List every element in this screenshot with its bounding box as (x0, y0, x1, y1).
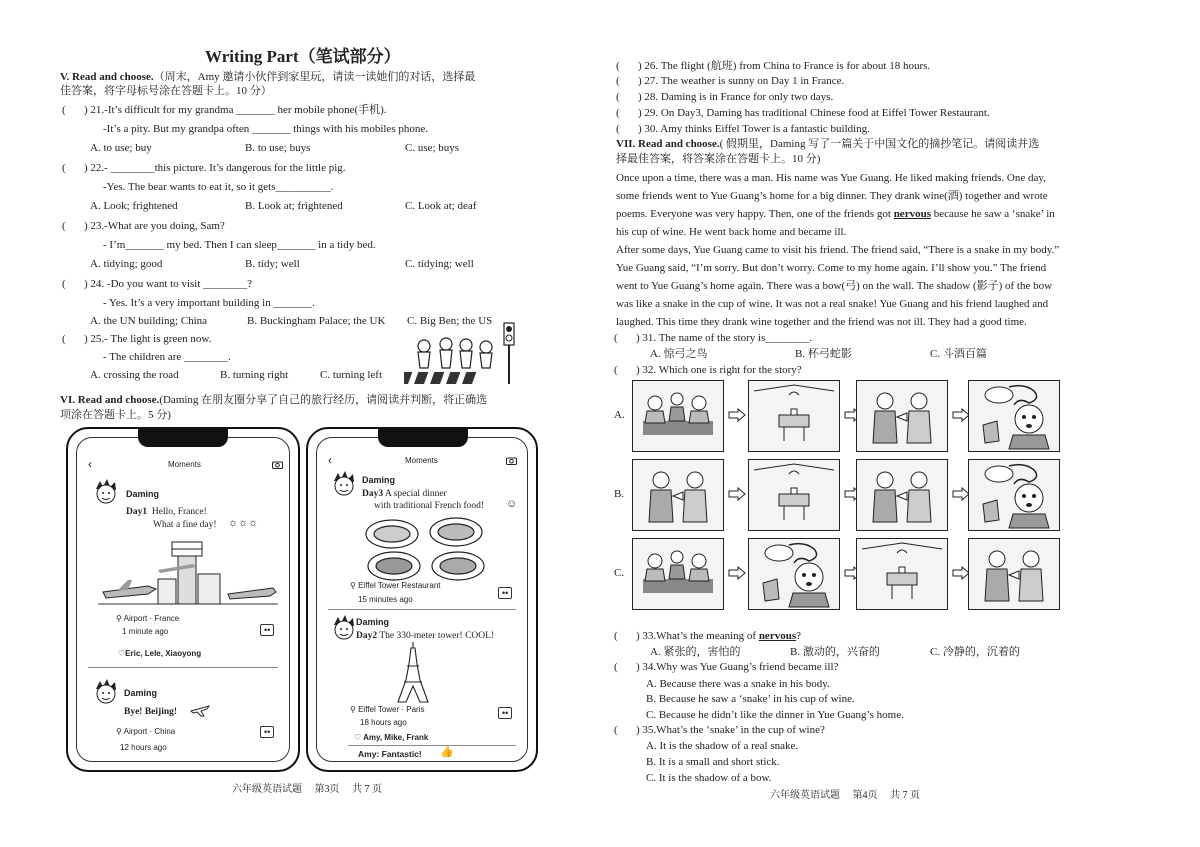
answer-paren: ( (616, 75, 620, 87)
question-25: ) 25.- The light is green now. (84, 333, 212, 345)
right-page (600, 0, 1200, 847)
question-24-option-b: B. Buckingham Palace; the UK (247, 315, 386, 327)
location-label: ⚲ Eiffel Tower Restaurant (350, 581, 441, 590)
section-5-instruction-1: （周末，Amy 邀请小伙伴到家里玩，请读一读她们的对话，选择最 (153, 71, 476, 83)
answer-paren: ( (62, 278, 66, 290)
comic-row-label-c: C. (614, 567, 625, 579)
comic-row-label-b: B. (614, 488, 625, 500)
more-options-icon[interactable]: •• (260, 624, 274, 636)
question-34-option-c: C. Because he didn’t like the dinner in Yue Guang’s home. (646, 709, 904, 721)
question-21: ) 21.-It’s difficult for my grandma _______ her mobile phone(手机). (84, 104, 387, 116)
post-time: 18 hours ago (360, 718, 407, 727)
story-line-6: Yue Guang said, “I’m sorry. But don’t worry. Come to my home again. I’ll show you.” The friend (616, 262, 1047, 274)
question-31: ) 31. The name of the story is________. (636, 332, 813, 344)
question-31-option-a: A. 惊弓之鸟 (650, 348, 708, 360)
story-line-5: After some days, Yue Guang came to visit his friend. The friend said, “There is a snake in my body.” (616, 244, 1060, 256)
question-22-option-a: A. Look; frightened (90, 200, 178, 212)
section-5-heading-line1 (60, 70, 475, 84)
page-title: Writing Part（笔试部分） (205, 47, 401, 66)
camera-icon[interactable] (506, 456, 517, 465)
question-28: ) 28. Daming is in France for only two days. (638, 91, 834, 103)
comic-panel-a-1 (632, 380, 724, 452)
question-23-option-c: C. tidying; well (405, 258, 474, 270)
post-time: 1 minute ago (122, 627, 169, 636)
answer-paren: ( (62, 333, 66, 345)
answer-paren: ( (616, 60, 620, 72)
post-author: Daming (362, 475, 396, 485)
answer-paren: ( (62, 104, 66, 116)
question-33: ) 33.What’s the meaning of nervous? (636, 630, 801, 642)
question-30: ) 30. Amy thinks Eiffel Tower is a fantastic building. (638, 123, 870, 135)
airplane-icon (190, 703, 210, 717)
section-7-heading: VII. Read and choose. (616, 138, 720, 150)
back-chevron-icon[interactable]: ‹ (88, 457, 92, 471)
comic-panel-c-2 (748, 538, 840, 610)
post-text-line1: Day1 Hello, France! (126, 507, 207, 517)
story-line-1: Once upon a time, there was a man. His name was Yue Guang. He liked making friends. One day, (616, 172, 1046, 184)
question-29: ) 29. On Day3, Daming has traditional Chinese food at Eiffel Tower Restaurant. (638, 107, 990, 119)
question-33-option-a: A. 紧张的，害怕的 (650, 646, 741, 658)
story-line-7: went to Yue Guang’s home again. There was a bow(弓) on the wall. The shadow (影子) of the bow (616, 280, 1053, 292)
post-text: Day2 The 330-meter tower! COOL! (356, 631, 495, 641)
moments-header: Moments (405, 456, 438, 465)
question-34-option-b: B. Because he saw a ‘snake’ in his cup of wine. (646, 693, 855, 705)
likes-list: ♡ Amy, Mike, Frank (354, 733, 429, 742)
section-7-instruction-1: ( 假期里，Daming 写了一篇关于中国文化的摘抄笔记。请阅读并选 (719, 138, 1040, 150)
comic-row-label-a: A. (614, 409, 625, 421)
section-5-instruction-2: 佳答案，将字母标号涂在答题卡上。10 分） (60, 85, 272, 97)
answer-paren: ( (614, 724, 618, 736)
divider (348, 745, 516, 746)
question-23-line2: - I’m_______ my bed. Then I can sleep_______ in a tidy bed. (103, 239, 376, 251)
comic-panel-c-1 (632, 538, 724, 610)
post-author: Daming (124, 688, 158, 698)
question-33-option-c: C. 冷静的，沉着的 (930, 646, 1020, 658)
answer-paren: ( (616, 91, 620, 103)
comic-panel-a-3 (856, 380, 948, 452)
post-text-line1: Day3 A special dinner (362, 489, 447, 499)
section-7-heading-line1 (616, 137, 1039, 151)
question-35-option-c: C. It is the shadow of a bow. (646, 772, 772, 784)
question-26: ) 26. The flight (航班) from China to France is for about 18 hours. (638, 60, 931, 72)
question-35: ) 35.What’s the ‘snake’ in the cup of wine? (636, 724, 825, 736)
question-23-option-b: B. tidy; well (245, 258, 300, 270)
post-time: 15 minutes ago (358, 595, 413, 604)
answer-paren: ( (614, 630, 618, 642)
post-text: Bye! Beijing! (124, 707, 178, 717)
comic-panel-a-4 (968, 380, 1060, 452)
question-21-option-b: B. to use; buys (245, 142, 311, 154)
section-7-instruction-2: 择最佳答案，将答案涂在答题卡上。10 分) (616, 153, 821, 165)
thumbs-up-icon: 👍 (440, 746, 454, 758)
page-footer: 六年级英语试题 第3页 共 7 页 (232, 784, 382, 795)
phone-moments-1 (66, 427, 300, 772)
story-line-9: laughed. This time they drank wine together and the friend was not ill. They had a good time. (616, 316, 1027, 328)
question-27: ) 27. The weather is sunny on Day 1 in France. (638, 75, 845, 87)
question-33-option-b: B. 激动的，兴奋的 (790, 646, 880, 658)
post-time: 12 hours ago (120, 743, 167, 752)
location-label: ⚲ Eiffel Tower · Paris (350, 705, 425, 714)
question-31-option-b: B. 杯弓蛇影 (795, 348, 852, 360)
answer-paren: ( (614, 661, 618, 673)
underlined-word: nervous (893, 208, 931, 220)
post-author: Daming (126, 489, 160, 499)
location-label: ⚲ Airport · China (116, 727, 176, 736)
airport-tower-illustration (98, 534, 278, 614)
question-21-line2: -It’s a pity. But my grandpa often _______ things with his mobiles phone. (103, 123, 428, 135)
divider (88, 667, 278, 668)
daming-avatar (328, 469, 360, 499)
answer-paren: ( (616, 107, 620, 119)
more-options-icon[interactable]: •• (498, 587, 512, 599)
section-5-heading: V. Read and choose. (60, 71, 154, 83)
question-31-option-c: C. 斗酒百篇 (930, 348, 987, 360)
smile-icon: ☺ (506, 498, 518, 510)
answer-paren: ( (62, 220, 66, 232)
comic-panel-a-2 (748, 380, 840, 452)
comic-panel-c-3 (856, 538, 948, 610)
more-options-icon[interactable]: •• (260, 726, 274, 738)
post-text-line2: What a fine day! (153, 520, 217, 530)
question-23: ) 23.-What are you doing, Sam? (84, 220, 225, 232)
phone-moments-2 (306, 427, 538, 772)
children-crossing-road-illustration (404, 318, 524, 388)
question-35-option-b: B. It is a small and short stick. (646, 756, 780, 768)
question-24: ) 24. -Do you want to visit ________? (84, 278, 253, 290)
comic-panel-c-4 (968, 538, 1060, 610)
daming-avatar (90, 677, 122, 707)
daming-avatar (90, 477, 122, 507)
question-22-option-b: B. Look at; frightened (245, 200, 343, 212)
back-chevron-icon[interactable]: ‹ (328, 453, 332, 467)
camera-icon[interactable] (272, 460, 283, 469)
comic-panel-b-4 (968, 459, 1060, 531)
section-6-heading-line1 (60, 393, 487, 407)
phone-notch (378, 429, 468, 447)
divider (328, 609, 516, 610)
section-6-heading: VI. Read and choose. (60, 394, 160, 406)
comment: Amy: Fantastic! (358, 749, 422, 759)
question-22-option-c: C. Look at; deaf (405, 200, 477, 212)
sun-icon: ☼☼☼ (228, 517, 259, 529)
question-34: ) 34.Why was Yue Guang’s friend became ill? (636, 661, 839, 673)
question-24-line2: - Yes. It’s a very important building in _______. (103, 297, 315, 309)
question-25-option-a: A. crossing the road (90, 369, 179, 381)
story-line-8: was like a snake in the cup of wine. It was not a real snake! Yue Guang and his friend laughed and (616, 298, 1049, 310)
question-21-option-c: C. use; buys (405, 142, 460, 154)
location-label: ⚲ Airport · France (116, 614, 180, 623)
eiffel-tower-illustration (396, 642, 430, 704)
question-35-option-a: A. It is the shadow of a real snake. (646, 740, 799, 752)
answer-paren: ( (614, 364, 618, 376)
comic-panel-b-1 (632, 459, 724, 531)
right-arrow-icon (728, 408, 746, 422)
question-25-option-c: C. turning left (320, 369, 383, 381)
question-24-option-a: A. the UN building; China (90, 315, 208, 327)
underlined-word: nervous (758, 630, 797, 642)
answer-paren: ( (616, 123, 620, 135)
answer-paren: ( (614, 332, 618, 344)
question-23-option-a: A. tidying; good (90, 258, 163, 270)
right-arrow-icon (728, 487, 746, 501)
question-22-line2: -Yes. The bear wants to eat it, so it gets__________. (103, 181, 334, 193)
section-6-instruction-2: 项涂在答题卡上。5 分) (60, 409, 171, 421)
question-32: ) 32. Which one is right for the story? (636, 364, 802, 376)
moments-header: Moments (168, 460, 201, 469)
french-food-illustration (364, 514, 514, 584)
post-author: Daming (356, 617, 390, 627)
story-line-2: some friends went to Yue Guang’s home for a big dinner. They drank wine(酒) together and wrote (616, 190, 1048, 202)
likes-list: ♡Eric, Lele, Xiaoyong (118, 649, 202, 658)
comic-panel-b-2 (748, 459, 840, 531)
question-21-option-a: A. to use; buy (90, 142, 152, 154)
question-22: ) 22.- ________this picture. It’s dangerous for the little pig. (84, 162, 346, 174)
right-arrow-icon (728, 566, 746, 580)
question-25-line2: - The children are ________. (103, 351, 231, 363)
story-line-4: his cup of wine. He went back home and became ill. (616, 226, 847, 238)
question-34-option-a: A. Because there was a snake in his body. (646, 678, 830, 690)
comic-panel-b-3 (856, 459, 948, 531)
page-footer: 六年级英语试题 第4页 共 7 页 (770, 790, 920, 801)
question-24-option-c: C. Big Ben; the US (407, 315, 493, 327)
story-line-3: poems. Everyone was very happy. Then, one of the friends got nervous because he saw a ‘snake’ in (616, 208, 1055, 220)
question-25-option-b: B. turning right (220, 369, 289, 381)
section-6-instruction-1: (Daming 在朋友圈分享了自己的旅行经历，请阅读并判断，将正确选 (159, 394, 488, 406)
phone-notch (138, 429, 228, 447)
more-options-icon[interactable]: •• (498, 707, 512, 719)
post-text-line2: with traditional French food! (374, 501, 485, 511)
answer-paren: ( (62, 162, 66, 174)
